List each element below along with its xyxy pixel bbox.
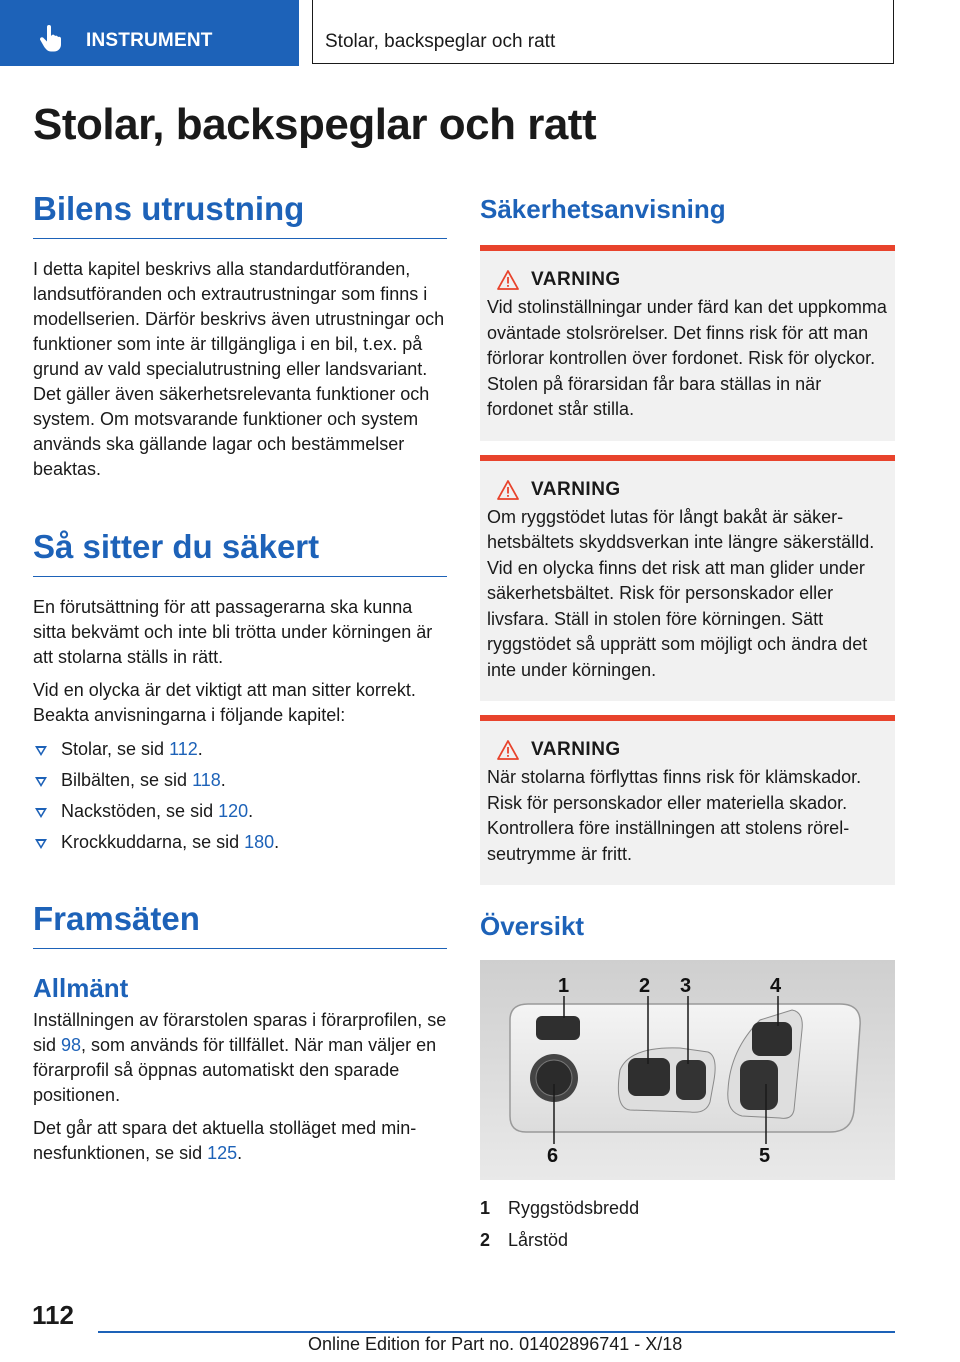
callout-label: 4: [770, 975, 782, 997]
triangle-bullet-icon: [35, 839, 47, 849]
intro-paragraph: I detta kapitel beskrivs alla standardutföranden, landsutföranden och extrautrustningar som finns i modellserien. Därför beskrivs även utrustningar och funktioner som inte är tillgängliga i en bil, t.ex. på grund av vald specialutrustning eller landsvariant. Det gäller även säkerhetsrelevanta funktioner och system. Om motsvarande funktioner och system används ska gällande lagar och bestämmelser beaktas.: [33, 259, 445, 479]
warning-text: När stolarna förflyttas finns risk för klämskador. Risk för personskador eller materiella skador. Kontrollera före inställningen att stolens rörelseutrymme är fritt.: [487, 767, 862, 864]
sitting-paragraph-1: En förutsättning för att passagerarna ska kunna sitta bekvämt och inte bli trötta under körningen är att stolarna ställs in rätt.: [33, 597, 433, 667]
page-link[interactable]: 112: [169, 739, 198, 759]
list-item: Bilbälten, se sid 118.: [33, 765, 447, 796]
callout-label: 1: [558, 975, 570, 997]
page-title: Stolar, backspeglar och ratt: [33, 100, 597, 149]
warning-title: VARNING: [531, 739, 621, 760]
page-number: 112: [32, 1300, 74, 1330]
heading-oversikt: Översikt: [480, 911, 585, 941]
sitting-paragraph-2: Vid en olycka är det viktigt att man sitter korrekt. Beakta anvisningarna i följande kapitel:: [33, 680, 416, 725]
section-tab[interactable]: [0, 0, 299, 66]
seat-controls-photo: [480, 960, 895, 1180]
callout-label: 6: [547, 1145, 559, 1167]
framsaten-paragraph-1: Inställningen av förarstolen sparas i förarprofilen, se sid 98, som används för tillfället. När man väljer en förarprofil så öppnas automatiskt den sparade positionen.: [33, 1010, 447, 1105]
list-item: Nackstöden, se sid 120.: [33, 796, 447, 827]
breadcrumb: [312, 0, 894, 64]
callout-label: 5: [759, 1145, 771, 1167]
triangle-bullet-icon: [35, 777, 47, 787]
section-label: INSTRUMENT: [86, 30, 213, 51]
triangle-bullet-icon: [35, 746, 47, 756]
heading-framsaten: Framsäten: [33, 900, 447, 949]
page-link[interactable]: 120: [218, 801, 249, 821]
warning-triangle-icon: [497, 480, 519, 500]
warning-triangle-icon: [497, 270, 519, 290]
page-link[interactable]: 180: [244, 832, 275, 852]
warning-text: Vid stolinställningar under färd kan det uppkomma oväntade stolsrörelser. Det finns risk för att man förlorar kontrollen över fordonet. Risk för olyckor. Stolen på förarsidan får bara ställas in när fordonet står stilla.: [487, 297, 887, 419]
heading-sa-sitter-du-sakert: Så sitter du säkert: [33, 528, 447, 577]
photo-legend: [480, 1192, 895, 1256]
edition-text: Online Edition for Part no. 01402896741 - X/18: [308, 1334, 683, 1354]
heading-sakerhetsanvisning: Säkerhetsanvisning: [480, 194, 726, 224]
callout-label: 3: [680, 975, 692, 997]
callout-label: 2: [639, 975, 651, 997]
warning-box: [480, 245, 895, 441]
legend-row: 2 Lårstöd: [480, 1230, 569, 1250]
warning-title: VARNING: [531, 269, 621, 290]
list-item: Stolar, se sid 112.: [33, 734, 447, 765]
list-item: Krockkuddarna, se sid 180.: [33, 827, 447, 858]
page-link[interactable]: 98: [61, 1035, 82, 1055]
page-link[interactable]: 125: [207, 1143, 238, 1163]
breadcrumb-text: Stolar, backspeglar och ratt: [325, 31, 556, 52]
triangle-bullet-icon: [35, 808, 47, 818]
legend-row: 1 Ryggstödsbredd: [480, 1198, 640, 1218]
page-header: [0, 0, 960, 66]
warning-text: Om ryggstödet lutas för långt bakåt är säkerhetsbältets skyddsverkan inte längre säkerställd. Vid en olycka finns det risk att man glider under säkerhetsbältet. Risk för personskador eller livsfara. Ställ in stolen före körningen. Sätt ryggstödet så upprätt som möjligt och ändra det inte under körningen.: [487, 506, 875, 680]
framsaten-paragraph-2: Det går att spara det aktuella stolläget med minnesfunktionen, se sid 125.: [33, 1118, 417, 1163]
warning-box: [480, 455, 895, 702]
warning-box: [480, 715, 895, 885]
right-column: [480, 190, 895, 1256]
footer-divider: [98, 1331, 895, 1333]
warning-triangle-icon: [497, 740, 519, 760]
page-link[interactable]: 118: [192, 770, 221, 790]
chapter-list: [33, 734, 447, 858]
warning-title: VARNING: [531, 478, 621, 500]
seat-controls-illustration: [480, 960, 895, 1180]
left-column: [33, 190, 447, 1166]
subheading-allmant: Allmänt: [33, 973, 129, 1003]
heading-bilens-utrustning: Bilens utrustning: [33, 190, 447, 239]
hand-pointer-icon: [38, 25, 64, 53]
